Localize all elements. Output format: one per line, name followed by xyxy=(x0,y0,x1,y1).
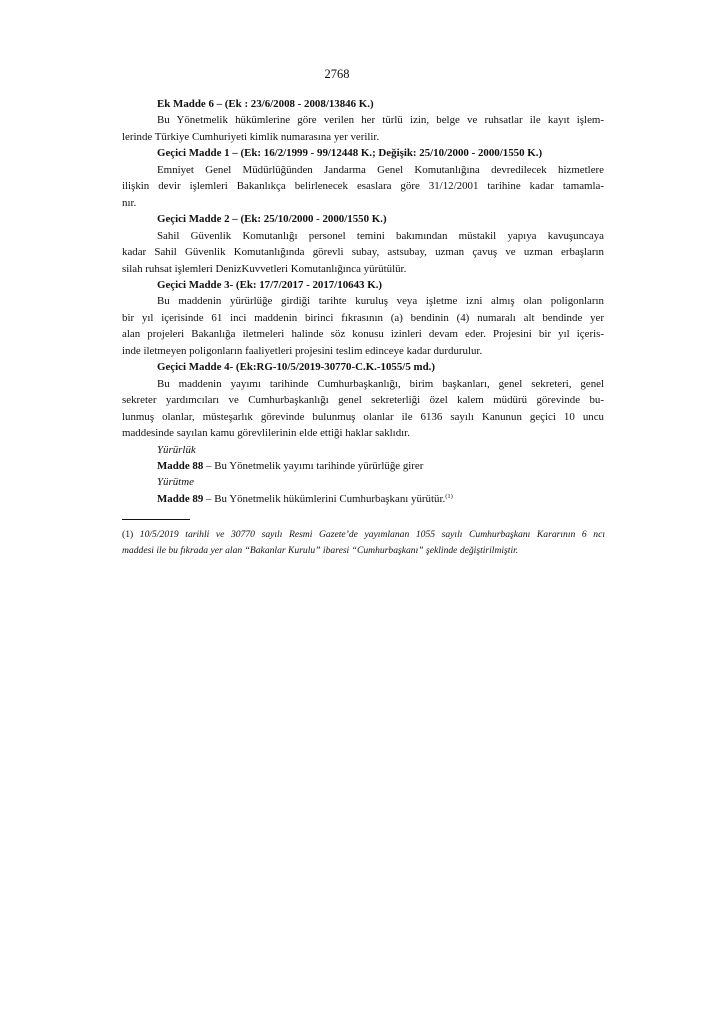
footnote-reference[interactable]: (1) xyxy=(445,492,453,500)
article-gecici-madde-4 xyxy=(122,359,604,441)
article-heading: Geçici Madde 2 – (Ek: 25/10/2000 - 2000/1550 K.) xyxy=(157,213,387,226)
paragraph-line: Bu maddenin yürürlüğe girdiği tarihte kuruluş veya işletme izni almış olan poligonların xyxy=(157,295,604,308)
article-madde-89 xyxy=(122,474,604,507)
article-heading: Geçici Madde 1 – (Ek: 16/2/1999 - 99/12448 K.; Değişik: 25/10/2000 - 2000/1550 K.) xyxy=(157,147,543,160)
footnote-text: 10/5/2019 tarihli ve 30770 sayılı Resmi Gazete’de yayımlanan 1055 sayılı Cumhurbaşkanı Kararının 6 ncı xyxy=(139,529,605,540)
article-text: – Bu Yönetmelik hükümlerini Cumhurbaşkanı yürütür. xyxy=(206,492,446,505)
article-heading: Geçici Madde 3- (Ek: 17/7/2017 - 2017/10643 K.) xyxy=(157,278,383,291)
paragraph-line: nır. xyxy=(122,196,137,209)
paragraph-line: maddesinde sayılan kamu görevlilerinin elde ettiği haklar saklıdır. xyxy=(122,427,410,440)
paragraph-line: Bu maddenin yayımı tarihinde Cumhurbaşkanlığı, birim başkanları, genel sekreteri, genel xyxy=(157,377,604,390)
text-column xyxy=(122,96,604,507)
paragraph-line: Emniyet Genel Müdürlüğünden Jandarma Genel Komutanlığına devredilecek hizmetlere xyxy=(157,163,604,176)
article-label: Madde 89 xyxy=(157,492,204,505)
article-heading: Geçici Madde 4- (Ek:RG-10/5/2019-30770-C.K.-1055/5 md.) xyxy=(157,361,435,374)
footnote-line xyxy=(122,527,605,543)
footnote xyxy=(122,527,605,559)
paragraph-line: Bu Yönetmelik hükümlerine göre verilen her türlü izin, belge ve ruhsatlar ile kayıt işlem- xyxy=(157,114,604,127)
article-gecici-madde-3 xyxy=(122,277,604,359)
paragraph-line: silah ruhsat işlemleri DenizKuvvetleri Komutanlığınca yürütülür. xyxy=(122,262,407,275)
article-line xyxy=(122,458,604,474)
section-title-yururluk: Yürürlük xyxy=(157,443,196,456)
article-text: – Bu Yönetmelik yayımı tarihinde yürürlüğe girer xyxy=(206,459,424,472)
article-gecici-madde-1 xyxy=(122,145,604,211)
footnote-marker: (1) xyxy=(122,529,134,540)
paragraph-line: Sahil Güvenlik Komutanlığı personel temini bakımından müstakil yapıya kavuşuncaya xyxy=(157,229,604,242)
article-heading: Ek Madde 6 – (Ek : 23/6/2008 - 2008/13846 K.) xyxy=(157,98,374,110)
paragraph-line: ilişkin devir işlemleri Bakanlıkça belirlenecek esaslara göre 31/12/2001 tarihine kadar tamamla- xyxy=(122,180,604,193)
page-number: 2768 xyxy=(324,67,350,81)
article-line xyxy=(122,491,604,507)
footnote-separator xyxy=(122,519,190,520)
paragraph-line: bir yıl içerisinde 61 inci maddenin birinci fıkrasının (a) bendinin (4) numaralı alt bendinde yer xyxy=(122,311,604,324)
paragraph-line: inde iletmeyen poligonların faaliyetleri projesini teslim edinceye kadar durdurulur. xyxy=(122,344,483,357)
paragraph-line: sekreter yardımcıları ve Cumhurbaşkanlığı genel sekreterliği özel kalem müdürü görevinde bu- xyxy=(122,394,604,407)
footnote-line: maddesi ile bu fıkrada yer alan “Bakanlar Kurulu” ibaresi “Cumhurbaşkanı” şeklinde değiştirilmiştir. xyxy=(122,545,519,556)
article-gecici-madde-2 xyxy=(122,211,604,277)
section-title-yurutme: Yürütme xyxy=(157,476,194,489)
paragraph-line: kadar Sahil Güvenlik Komutanlığında görevli subay, astsubay, uzman çavuş ve uzman erbaşların xyxy=(122,246,604,259)
article-madde-88 xyxy=(122,442,604,475)
paragraph-line: lerinde Türkiye Cumhuriyeti kimlik numarasına yer verilir. xyxy=(122,130,380,143)
article-ek-madde-6 xyxy=(122,96,604,145)
article-label: Madde 88 xyxy=(157,459,204,472)
paragraph-line: alan projeleri Bakanlığa iletmeleri halinde söz konusu izinleri devam eder. Projesini bir yıl içeris- xyxy=(122,328,604,341)
paragraph-line: lunmuş olanlar, müsteşarlık görevinde bulunmuş olanlar ile 6136 sayılı Kanunun geçici 10 uncu xyxy=(122,410,604,423)
